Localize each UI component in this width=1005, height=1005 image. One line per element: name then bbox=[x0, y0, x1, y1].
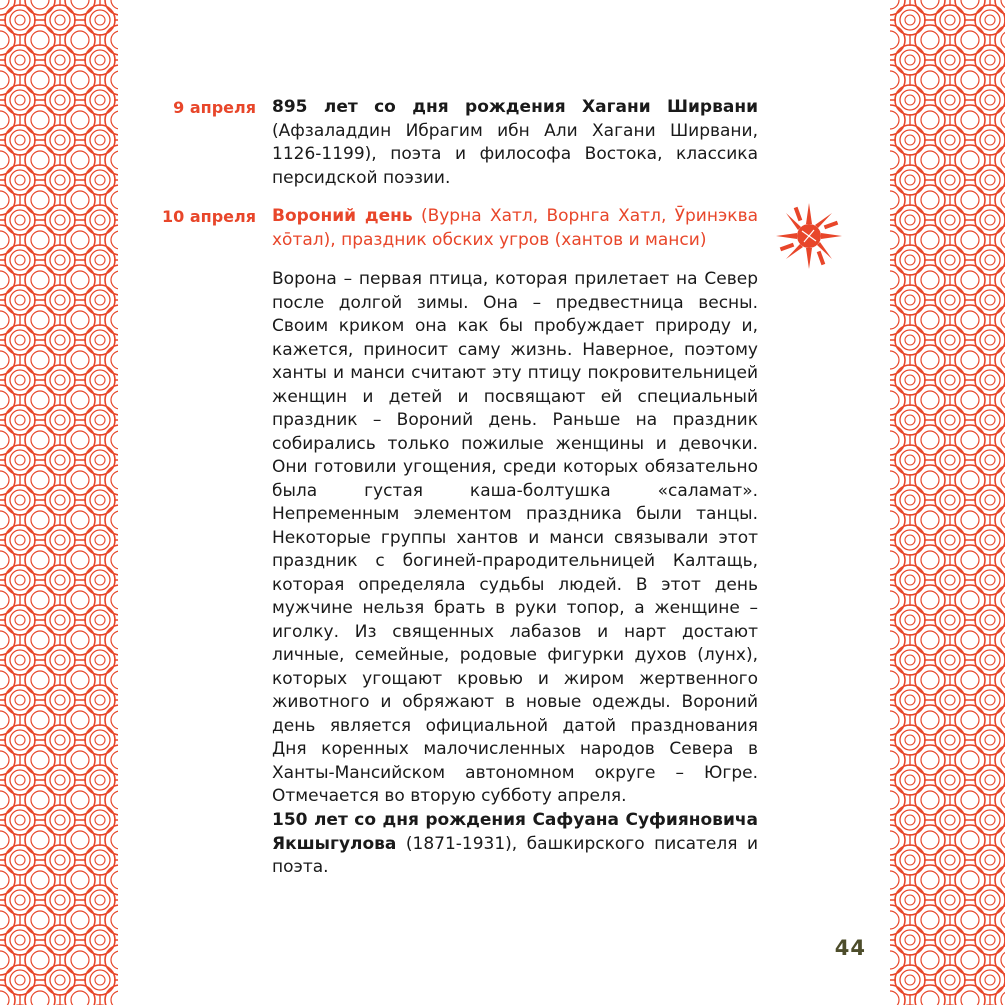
entry-date: 9 апреля bbox=[173, 98, 256, 117]
entry-detail: (Вурна Хатл, Ворнга Хатл, Ӯринэква хо̄тал), праздник обских угров (хантов и манси) bbox=[272, 206, 758, 250]
entry-title: 895 лет со дня рождения Хагани Ширвани bbox=[272, 97, 758, 117]
sunburst-icon bbox=[774, 201, 844, 271]
entry-detail: (Афзаладдин Ибрагим ибн Али Хагани Ширвани, 1126-1199), поэта и философа Востока, классика персидской поэзии. bbox=[272, 120, 758, 188]
entry-text bbox=[272, 96, 758, 190]
entry-text bbox=[272, 809, 758, 880]
entry-heading bbox=[272, 205, 758, 252]
left-ornament-border bbox=[0, 0, 118, 1005]
entry-subdetail: (1871-1931), башкирского писателя и поэта. bbox=[272, 833, 758, 877]
page-number: 44 bbox=[834, 936, 866, 960]
entry-date: 10 апреля bbox=[162, 207, 256, 226]
entry-title: Вороний день bbox=[272, 206, 413, 226]
lace-pattern-icon bbox=[0, 0, 118, 1005]
lace-pattern-icon bbox=[890, 0, 1005, 1005]
entry-subtitle: 150 лет со дня рождения Сафуана Суфияновича Якшыгулова bbox=[272, 810, 758, 854]
entry-paragraph: Ворона – первая птица, которая прилетает на Север после долгой зимы. Она – предвестница весны. Своим криком она как бы пробуждает природу и, кажется, приносит саму жизнь. Наверное, поэтому ханты и манси считают эту птицу покровительницей женщин и детей и посвящают ей специальный праздник – Вороний день. Раньше на праздник собирались только пожилые женщины и девочки. Они готовили угощения, среди которых обязательно была густая каша-болтушка «саламат». Непременным элементом праздника были танцы. Некоторые группы хантов и манси связывали этот праздник с богиней-прародительницей Калтащь, которая определяла судьбы людей. В этот день мужчине нельзя брать в руки топор, а женщине – иголку. Из священных лабазов и нарт достают личные, семейные, родовые фигурки духов (лунх), которых угощают кровью и жиром жертвенного животного и обряжают в новые одежды. Вороний день является официальной датой празднования Дня коренных малочисленных народов Севера в Ханты-Мансийском автономном округе – Югре. Отмечается во вторую субботу апреля. bbox=[272, 269, 758, 806]
right-ornament-border bbox=[890, 0, 1005, 1005]
